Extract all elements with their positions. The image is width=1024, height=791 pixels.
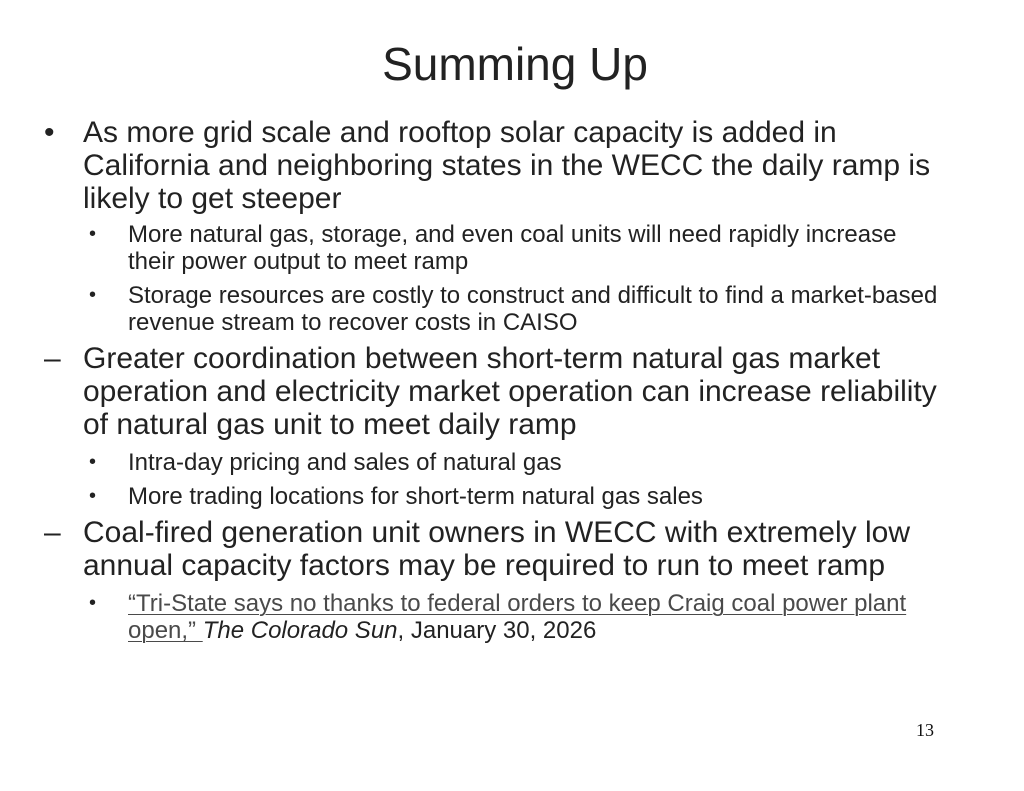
slide-title: Summing Up: [382, 38, 648, 90]
sub-point: [0, 483, 938, 510]
sub-point-text: Intra-day pricing and sales of natural gas: [128, 449, 562, 476]
sub-point: [0, 590, 938, 644]
main-point: [0, 342, 953, 441]
page-number: 13: [916, 720, 934, 740]
bullet-marker: •: [89, 485, 97, 507]
citation-link[interactable]: “Tri-State says no thanks to federal orders to keep Craig coal power plant open,”: [128, 590, 907, 644]
main-point: [0, 516, 953, 582]
main-point-text: Coal-fired generation unit owners in WECC with extremely low annual capacity factors may be required to run to meet ramp: [83, 516, 910, 582]
bullet-marker: •: [89, 284, 97, 306]
sub-point-text: Storage resources are costly to construct and difficult to find a market-based revenue stream to recover costs in CAISO: [128, 282, 938, 336]
bullet-marker: •: [89, 451, 97, 473]
dash-marker: –: [44, 516, 61, 549]
bullet-marker: •: [89, 592, 97, 614]
citation-date: , January 30, 2026: [397, 617, 597, 644]
citation-source: The Colorado Sun: [202, 617, 398, 644]
main-point-text: Greater coordination between short-term natural gas market operation and electricity market operation can increase reliability of natural gas unit to meet daily ramp: [83, 342, 937, 441]
bullet-marker: •: [44, 116, 55, 149]
bullet-marker: •: [89, 223, 97, 245]
sub-point: [0, 221, 938, 275]
sub-point: [0, 449, 938, 476]
dash-marker: –: [44, 342, 61, 375]
sub-point-text: More natural gas, storage, and even coal units will need rapidly increase their power output to meet ramp: [128, 221, 897, 275]
sub-point-text: More trading locations for short-term natural gas sales: [128, 483, 703, 510]
bullet-list: [0, 116, 1024, 651]
main-point: [0, 116, 953, 215]
sub-point: [0, 282, 938, 336]
main-point-text: As more grid scale and rooftop solar capacity is added in California and neighboring states in the WECC the daily ramp is likely to get steeper: [83, 116, 931, 215]
